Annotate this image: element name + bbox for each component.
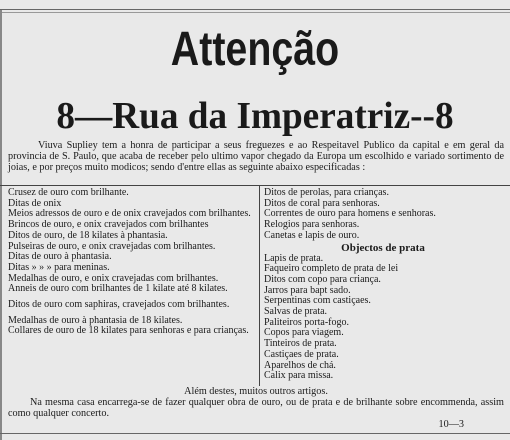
list-item: Ditos de coral para senhoras.	[264, 197, 380, 209]
list-item: Jarros para bapt sado.	[264, 284, 351, 296]
list-item: Tinteiros de prata.	[264, 338, 337, 350]
silver-section-heading: Objectos de prata	[341, 241, 425, 254]
list-item: Salvas de prata.	[264, 306, 328, 318]
list-item: Ditos de ouro, de 18 kilates à phantasia.	[8, 229, 168, 241]
closing-text: Na mesma casa encarrega-se de fazer qualquer obra de ouro, ou de prata e de brilhante sobre encommenda, assim como qualquer concerto.	[8, 397, 504, 419]
list-item: Correntes de ouro para homens e senhoras.	[264, 208, 436, 220]
list-item: Aparelhos de chá.	[264, 359, 336, 371]
list-item: Lapis de prata.	[264, 252, 324, 264]
column-divider	[259, 186, 260, 386]
list-item: Meios adressos de ouro e de onix cravejados com brilhantes.	[8, 208, 251, 220]
list-item: Ditas de ouro à phantasia.	[8, 251, 112, 263]
ad-title: Attenção	[170, 23, 340, 76]
list-item: Medalhas de ouro à phantasia de 18 kilates.	[8, 314, 183, 326]
list-item: Calix para missa.	[264, 370, 334, 382]
list-top-rule	[0, 185, 510, 186]
list-item: Copos para viagem.	[264, 327, 344, 339]
list-item: Collares de ouro de 18 kilates para senhoras e para crianças.	[8, 325, 249, 337]
list-item: Serpentinas com castiçaes.	[264, 295, 371, 307]
list-item: Pulseiras de ouro, e onix cravejadas com brilhantes.	[8, 240, 216, 252]
list-item: Relogios para senhoras.	[264, 219, 360, 231]
ad-address: 8—Rua da Imperatriz--8	[56, 95, 454, 137]
list-item: Crusez de ouro com brilhante.	[8, 187, 129, 198]
list-item: Ditos de ouro com saphiras, cravejados com brilhantes.	[8, 299, 230, 311]
issue-mark: 10—3	[438, 419, 464, 430]
right-column	[264, 188, 502, 382]
closing-paragraph	[8, 397, 504, 419]
list-item: Paliteiros porta-fogo.	[264, 316, 349, 328]
intro-paragraph: Viuva Supliey tem a honra de participar a seus freguezes e ao Respeitavel Publico da capital e em geral da provincia de S. Paulo, que acaba de receber pelo ultimo vapor chegado da Europa um escolhido e variado sortimento de joias, e por preços muito modicos; sendo d'entre ellas as seguinte abaixo especificadas :	[8, 140, 504, 173]
list-item: Brincos de ouro, e onix cravejados com brilhantes	[8, 219, 209, 231]
bottom-rule	[0, 433, 510, 434]
list-item: Medalhas de ouro, e onix cravejadas com brilhantes.	[8, 272, 219, 284]
list-item: Canetas e lapis de ouro.	[264, 229, 360, 241]
list-item: Ditas de onix	[8, 197, 62, 209]
list-item: Anneis de ouro com brilhantes de 1 kilate até 8 kilates.	[8, 283, 228, 295]
top-rule-secondary	[0, 12, 510, 13]
closing-line: Além destes, muitos outros artigos.	[184, 386, 328, 397]
left-edge-rule	[0, 10, 2, 440]
list-item: Ditos com copo para criança.	[264, 273, 381, 285]
list-item: Faqueiro completo de prata de lei	[264, 263, 399, 275]
top-rule	[0, 9, 510, 10]
list-item: Castiçaes de prata.	[264, 348, 339, 360]
left-column	[8, 188, 256, 337]
closing-block	[8, 386, 504, 430]
list-item: Ditas » » » para meninas.	[8, 261, 110, 273]
list-item: Ditos de perolas, para crianças.	[264, 187, 389, 198]
